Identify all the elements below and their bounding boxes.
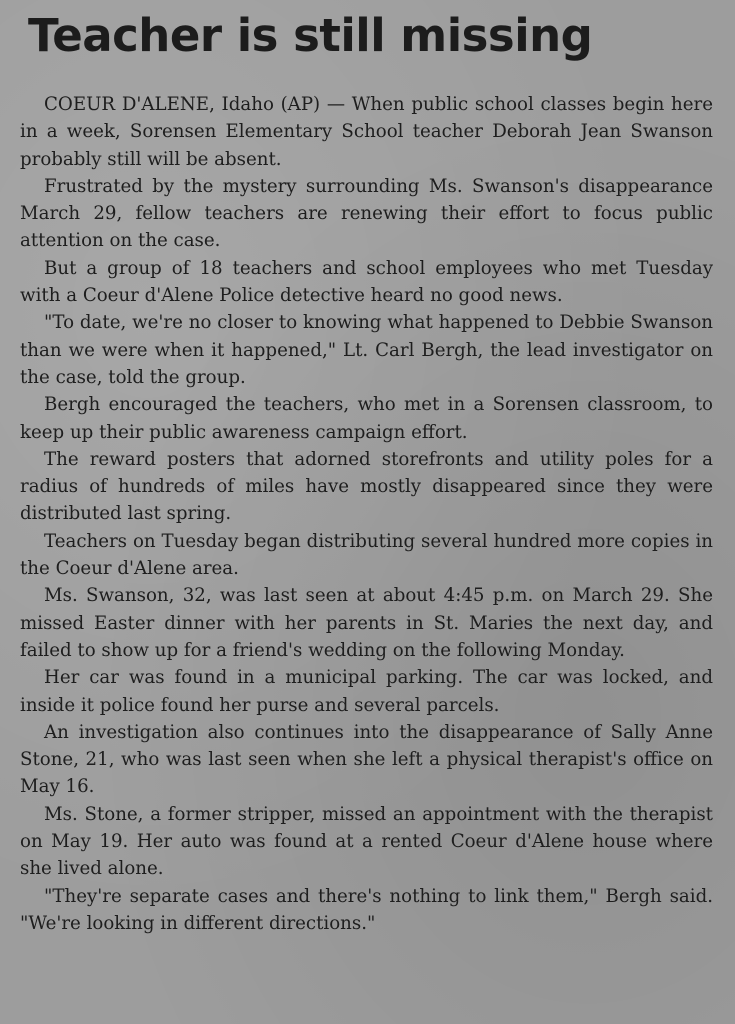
article-paragraph: COEUR D'ALENE, Idaho (AP) — When public school classes begin here in a week, Sorensen Elementary School teacher Deborah Jean Swanson probably still will be absent. [20, 94, 713, 170]
article-paragraph: Ms. Swanson, 32, was last seen at about 4:45 p.m. on March 29. She missed Easter dinner with her parents in St. Maries the next day, and failed to show up for a friend's wedding on the following Monday. [20, 585, 713, 661]
headline: Teacher is still missing [28, 9, 593, 62]
article-paragraph: Teachers on Tuesday began distributing several hundred more copies in the Coeur d'Alene area. [20, 530, 713, 580]
article-paragraph: Ms. Stone, a former stripper, missed an appointment with the therapist on May 19. Her auto was found at a rented Coeur d'Alene house where she lived alone. [20, 803, 713, 880]
article-paragraph: "To date, we're no closer to knowing what happened to Debbie Swanson than we were when it happened," Lt. Carl Bergh, the lead investigator on the case, told the group. [20, 312, 713, 388]
article-paragraph: An investigation also continues into the disappearance of Sally Anne Stone, 21, who was last seen when she left a physical therapist's office on May 16. [20, 721, 713, 798]
article-paragraph: The reward posters that adorned storefronts and utility poles for a radius of hundreds of miles have mostly disappeared since they were distributed last spring. [20, 448, 713, 525]
article-paragraph: Bergh encouraged the teachers, who met in a Sorensen classroom, to keep up their public awareness campaign effort. [20, 394, 713, 443]
article-paragraph: But a group of 18 teachers and school employees who met Tuesday with a Coeur d'Alene Police detective heard no good news. [20, 257, 713, 307]
article-paragraph: Her car was found in a municipal parking. The car was locked, and inside it police found her purse and several parcels. [20, 667, 713, 716]
article-paragraph: "They're separate cases and there's nothing to link them," Bergh said. "We're looking in different directions." [20, 885, 713, 934]
article-paragraph: Frustrated by the mystery surrounding Ms. Swanson's disappearance March 29, fellow teachers are renewing their effort to focus public attention on the case. [20, 175, 713, 252]
article-body [20, 91, 713, 937]
